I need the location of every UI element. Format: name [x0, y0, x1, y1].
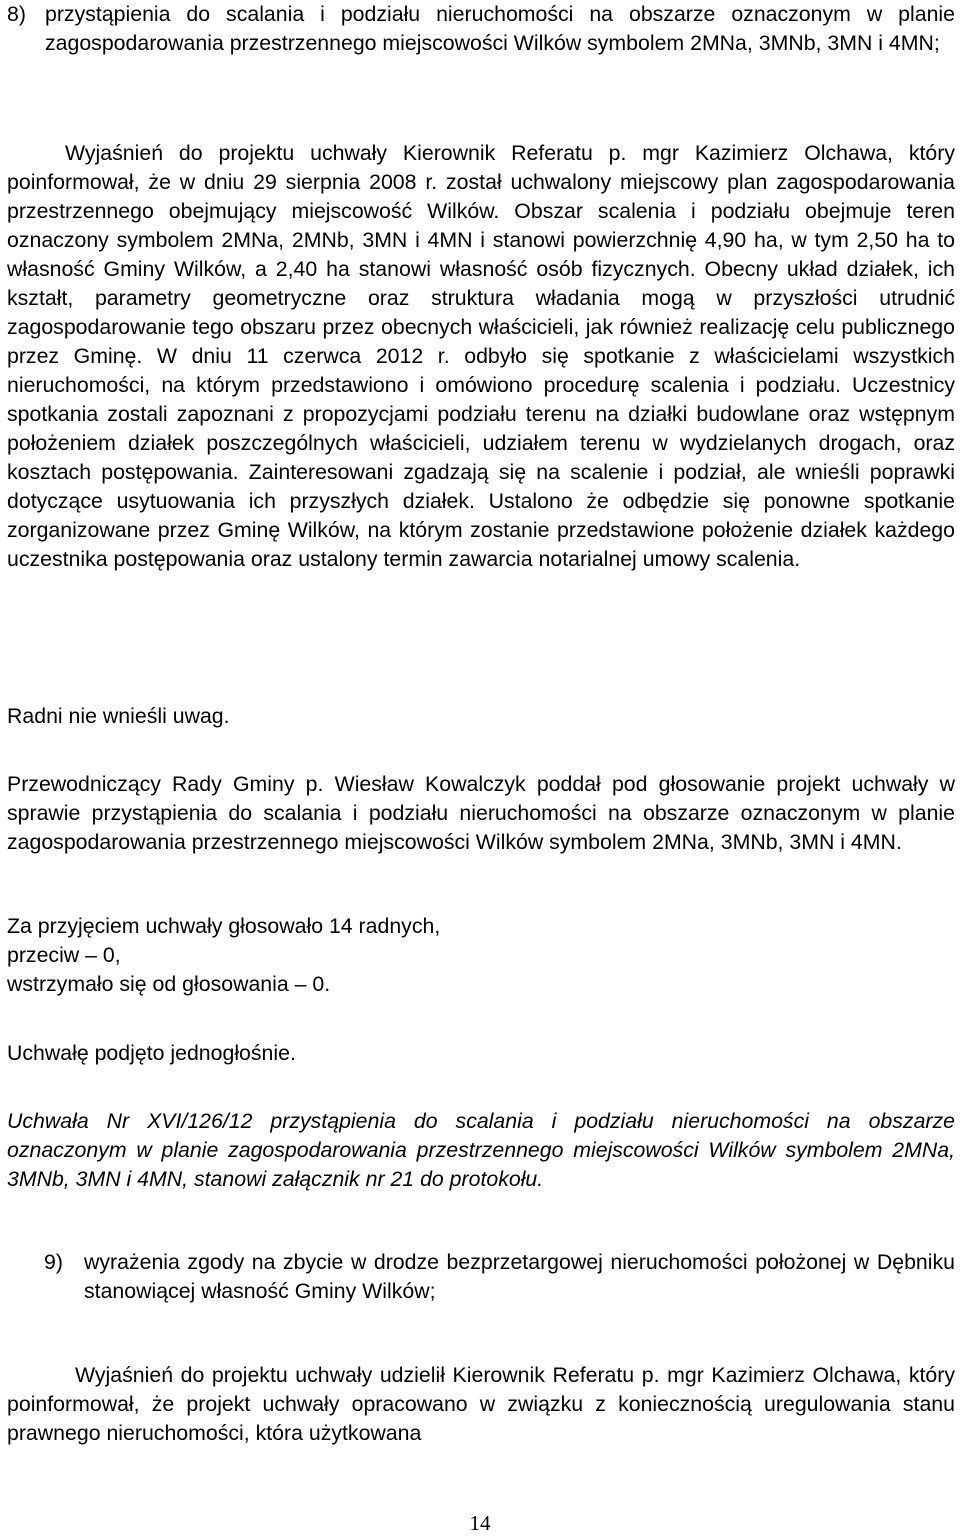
- agenda-item-number: 9): [44, 1250, 63, 1274]
- agenda-item-8: [7, 0, 955, 58]
- explanation-paragraph-9: [7, 1361, 955, 1448]
- explanation-text: Wyjaśnień do projektu uchwały udzielił Kierownik Referatu p. mgr Kazimierz Olchawa, który poinformował, że projekt uchwały opracowano w związku z koniecznością uregulowania stanu prawnego nieruchomości, która użytkowana: [7, 1363, 955, 1445]
- page-number: 14: [469, 1511, 491, 1535]
- agenda-item-9: [7, 1248, 955, 1306]
- agenda-item-text: przystąpienia do scalania i podziału nieruchomości na obszarze oznaczonym w planie zagospodarowania przestrzennego miejscowości Wilków symbolem 2MNa, 3MNb, 3MN i 4MN;: [45, 2, 955, 55]
- agenda-item-text: wyrażenia zgody na zbycie w drodze bezprzetargowej nieruchomości położonej w Dębniku stanowiącej własność Gminy Wilków;: [84, 1250, 955, 1303]
- no-comments-paragraph: Radni nie wnieśli uwag.: [7, 704, 230, 728]
- explanation-paragraph: [7, 139, 955, 574]
- explanation-text: Wyjaśnień do projektu uchwały Kierownik Referatu p. mgr Kazimierz Olchawa, który poinformował, że w dniu 29 sierpnia 2008 r. został uchwalony miejscowy plan zagospodarowania przestrzennego obejmujący miejscowość Wilków. Obszar scalenia i podziału obejmuje teren oznaczony symbolem 2MNa, 2MNb, 3MN i 4MN i stanowi powierzchnię 4,90 ha, w tym 2,50 ha to własność Gminy Wilków, a 2,40 ha stanowi własność osób fizycznych. Obecny układ działek, ich kształt, parametry geometryczne oraz struktura władania mogą w przyszłości utrudnić zagospodarowanie tego obszaru przez obecnych właścicieli, jak również realizację celu publicznego przez Gminę. W dniu 11 czerwca 2012 r. odbyło się spotkanie z właścicielami wszystkich nieruchomości, na którym przedstawiono i omówiono procedurę scalenia i podziału. Uczestnicy spotkania zostali zapoznani z propozycjami podziału terenu na działki budowlane oraz wstępnym położeniem działek poszczególnych właścicieli, udziałem terenu w wydzielanych drogach, oraz kosztach postępowania. Zainteresowani zgadzają się na scalenie i podział, ale wnieśli poprawki dotyczące usytuowania ich przyszłych działek. Ustalono że odbędzie się ponowne spotkanie zorganizowane przez Gminę Wilków, na którym zostanie przedstawione położenie działek każdego uczestnika postępowania oraz ustalony termin zawarcia notarialnej umowy scalenia.: [7, 141, 955, 571]
- agenda-item-number: 8): [7, 2, 26, 26]
- vote-intro-paragraph: Przewodniczący Rady Gminy p. Wiesław Kowalczyk poddał pod głosowanie projekt uchwały w sprawie przystąpienia do scalania i podziału nieruchomości na obszarze oznaczonym w planie zagospodarowania przestrzennego miejscowości Wilków symbolem 2MNa, 3MNb, 3MN i 4MN.: [7, 772, 955, 854]
- adopted-paragraph: Uchwałę podjęto jednogłośnie.: [7, 1041, 296, 1065]
- vote-results: [7, 912, 955, 999]
- vote-for: Za przyjęciem uchwały głosowało 14 radnych,: [7, 914, 441, 938]
- vote-abstained: wstrzymało się od głosowania – 0.: [7, 972, 331, 996]
- vote-against: przeciw – 0,: [7, 943, 121, 967]
- resolution-note: Uchwała Nr XVI/126/12 przystąpienia do scalania i podziału nieruchomości na obszarze oznaczonym w planie zagospodarowania przestrzennego miejscowości Wilków symbolem 2MNa, 3MNb, 3MN i 4MN, stanowi załącznik nr 21 do protokołu.: [7, 1109, 955, 1191]
- document-page: [7, 0, 955, 1537]
